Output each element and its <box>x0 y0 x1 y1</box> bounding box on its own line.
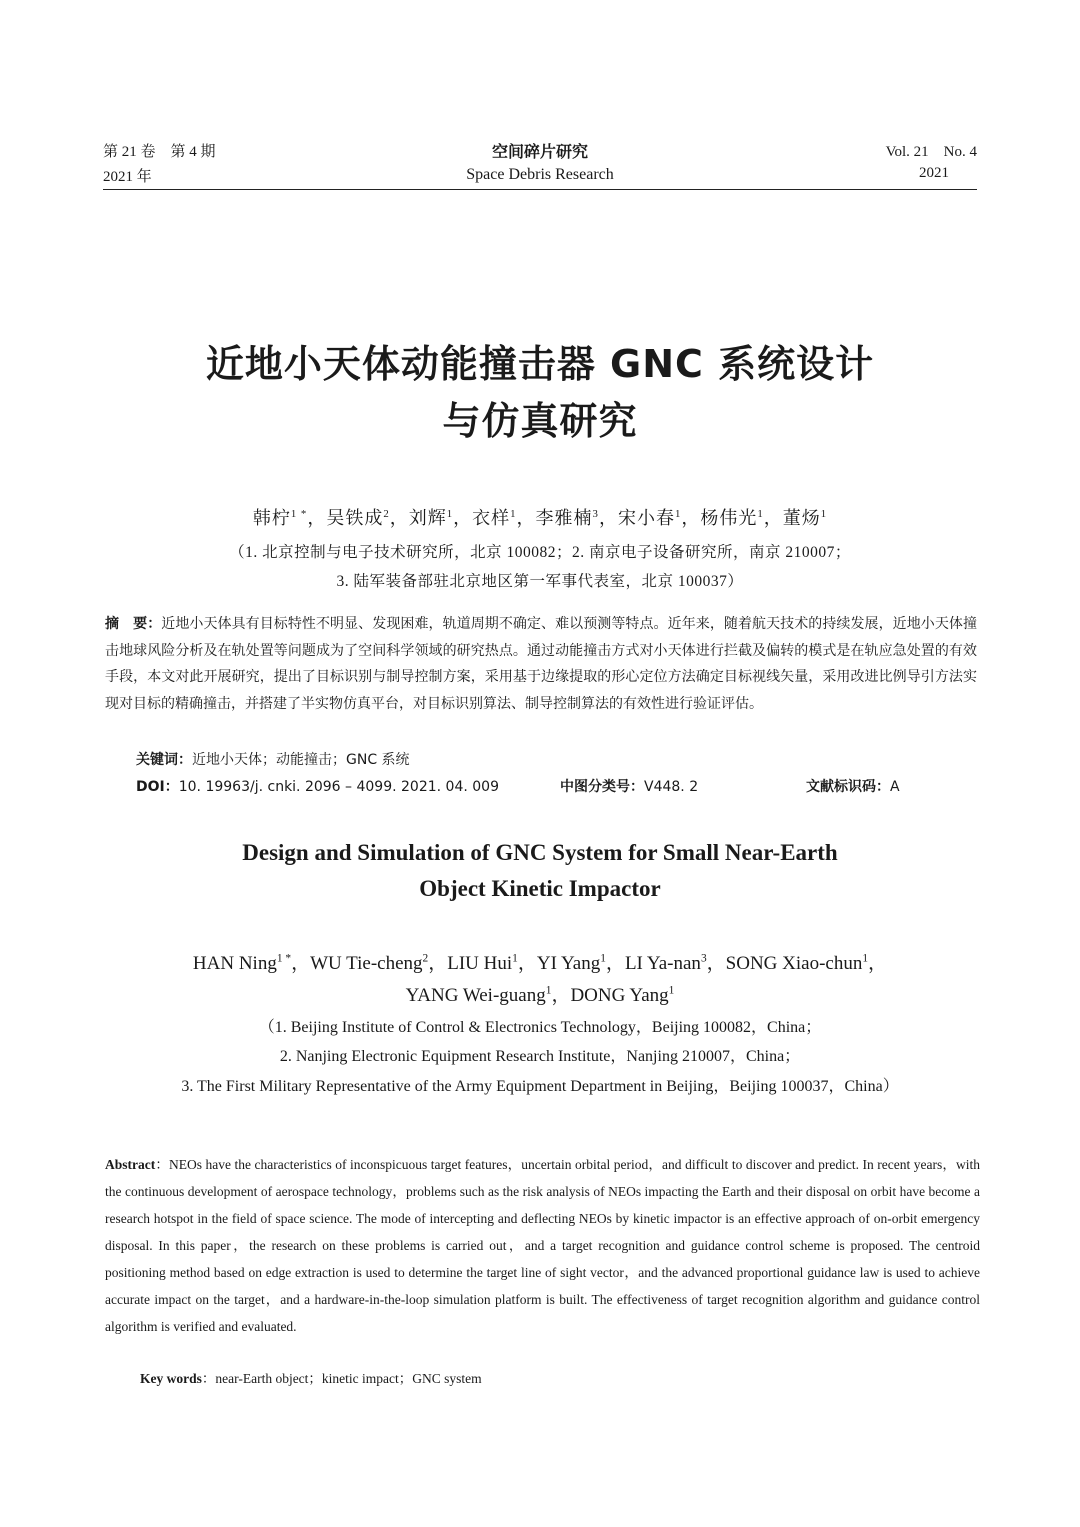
affiliation-en-line-3: 3. The First Military Representative of the Army Equipment Department in Beijing，Beijing 100037，China） <box>181 1078 899 1095</box>
author-name: 宋小春 <box>617 508 675 528</box>
doi-value: 10. 19963/j. cnki. 2096 – 4099. 2021. 04. 009 <box>178 779 499 795</box>
author-name: LIU Hui <box>447 953 513 974</box>
author-name: LI Ya-nan <box>624 953 701 974</box>
author <box>253 508 308 528</box>
author <box>472 508 516 528</box>
author <box>783 508 827 528</box>
author <box>537 953 606 974</box>
author-affiliation-marker: 1 <box>510 508 517 520</box>
title-cn-line-1: 近地小天体动能撞击器 GNC 系统设计 <box>205 342 875 386</box>
author <box>570 985 674 1006</box>
author-affiliation-marker: 1 <box>446 508 454 520</box>
affiliation-en-line-2: 2. Nanjing Electronic Equipment Research Institute，Nanjing 210007，China； <box>279 1048 801 1065</box>
author <box>406 985 552 1006</box>
author-affiliation-marker: 1 <box>757 508 764 520</box>
author-affiliation-marker: 1 <box>668 984 675 997</box>
journal-name-en: Space Debris Research <box>466 166 614 183</box>
author-name: HAN Ning <box>192 953 277 974</box>
author <box>447 953 518 974</box>
author-affiliation-marker: 3 <box>700 952 707 965</box>
authors-cn: 韩柠$^{1 *}$，吴铁成$^2$，刘辉$^1$，衣样$^1$，李雅楠$^3$，宋小春$^1$，杨伟光$^1$，董炀$^1$ <box>252 508 828 528</box>
author <box>700 508 763 528</box>
title-cn-line-2: 与仿真研究 <box>442 399 638 443</box>
abstract-cn <box>105 611 977 717</box>
author-name: 杨伟光 <box>700 508 758 528</box>
abstract-cn-text: 近地小天体具有目标特性不明显、发现困难，轨道周期不确定、难以预测等特点。近年来，随着航天技术的持续发展，近地小天体撞击地球风险分析及在轨处置等问题成为了空间科学领域的研究热点。通过动能撞击方式对小天体进行拦截及偏转的模式是在轨应急处置的有效手段，本文对此开展研究，提出了目标识别与制导控制方案，采用基于边缘提取的形心定位方法确定目标视线矢量，采用改进比例导引方法实现对目标的精确撞击，并搭建了半实物仿真平台，对目标识别算法、制导控制算法的有效性进行验证评估。 <box>105 616 977 712</box>
author <box>726 953 868 974</box>
author <box>409 508 453 528</box>
volume-issue-en: Vol. 21 No. 4 <box>885 144 977 160</box>
title-en-line-2: Object Kinetic Impactor <box>419 876 661 901</box>
volume-issue-cn: 第 21 卷 第 4 期 <box>103 144 216 160</box>
author-name: 衣样 <box>472 508 511 528</box>
author-name: 韩柠 <box>252 508 291 528</box>
author-name: WU Tie-cheng <box>310 953 423 974</box>
author-affiliation-marker: 1 <box>512 952 518 965</box>
author-name: SONG Xiao-chun <box>725 953 863 974</box>
document-code-value: A <box>890 779 900 795</box>
affiliation-cn-line-2: 3. 陆军装备部驻北京地区第一军事代表室，北京 100037） <box>336 573 744 590</box>
author-affiliation-marker: 1 * <box>276 952 292 965</box>
author <box>625 953 707 974</box>
author-affiliation-marker: 1 * <box>290 508 308 520</box>
document-code-label: 文献标识码： <box>806 779 890 795</box>
author-name: 吴铁成 <box>326 508 384 528</box>
header-rule <box>103 189 977 190</box>
clc-value: V448. 2 <box>644 779 699 795</box>
authors-en-line-1: HAN Ning$^{1 *}$，WU Tie-cheng$^2$，LIU Hui$^1$，YI Yang$^1$，LI Ya-nan$^3$，SONG Xiao-chun$^1$， <box>192 952 888 974</box>
abstract-en-label: Abstract <box>105 1157 156 1172</box>
author-affiliation-marker: 1 <box>674 508 682 520</box>
keywords-cn-text: 近地小天体；动能撞击；GNC 系统 <box>192 752 410 768</box>
authors-en-line-2: YANG Wei-guang$^1$，DONG Yang$^1$ <box>405 984 675 1006</box>
doi-label: DOI： <box>136 779 179 795</box>
author-name: 董炀 <box>782 508 821 528</box>
author-name: 李雅楠 <box>535 508 593 528</box>
abstract-en <box>105 1151 980 1340</box>
keywords-en <box>140 1367 482 1387</box>
author <box>310 953 428 974</box>
author-affiliation-marker: 1 <box>545 984 552 997</box>
author <box>326 508 389 528</box>
author-affiliation-marker: 2 <box>422 952 429 965</box>
keywords-cn-label: 关键词： <box>136 752 192 768</box>
author-affiliation-marker: 1 <box>600 952 606 965</box>
affiliation-cn-line-1: （1. 北京控制与电子技术研究所，北京 100082；2. 南京电子设备研究所，南京 210007； <box>229 544 851 561</box>
keywords-cn <box>136 749 410 769</box>
keywords-en-label: Key words <box>140 1371 202 1386</box>
clc-number <box>560 776 698 796</box>
clc-label: 中图分类号： <box>560 779 644 795</box>
author-name: 刘辉 <box>408 508 447 528</box>
doi <box>136 776 499 796</box>
keywords-en-text: ：near-Earth object；kinetic impact；GNC system <box>201 1371 482 1386</box>
author <box>618 508 681 528</box>
author-affiliation-marker: 1 <box>820 508 828 520</box>
author-name: YI Yang <box>536 953 601 974</box>
author <box>193 953 291 974</box>
year-cn: 2021 年 <box>103 169 152 185</box>
title-en-line-1: Design and Simulation of GNC System for Small Near-Earth <box>242 840 838 865</box>
document-code <box>806 776 900 796</box>
author-name: YANG Wei-guang <box>405 985 546 1006</box>
affiliation-en-line-1: （1. Beijing Institute of Control & Electronics Technology，Beijing 100082，China； <box>258 1019 822 1036</box>
year-en: 2021 <box>919 165 949 181</box>
author-name: DONG Yang <box>570 985 669 1006</box>
abstract-en-text: ：NEOs have the characteristics of inconspicuous target features，uncertain orbital period，and difficult to discover and predict. In recent years，with the continuous development of aerospace technology，problems such as the risk analysis of NEOs impacting the Earth and their disposal on orbit have become a research hotspot in the field of space science. The mode of intercepting and deflecting NEOs by kinetic impactor is an effective approach of on-orbit emergency disposal. In this paper，the research on these problems is carried out，and a target recognition and guidance control scheme is proposed. The centroid positioning method based on edge extraction is used to determine the target line of sight vector，and the advanced proportional guidance law is used to achieve accurate impact on the target，and a hardware-in-the-loop simulation platform is built. The effectiveness of target recognition algorithm and guidance control algorithm is verified and evaluated. <box>105 1157 980 1334</box>
abstract-cn-label: 摘 要： <box>105 616 162 632</box>
journal-name-cn: 空间碎片研究 <box>491 142 588 161</box>
author-affiliation-marker: 3 <box>592 508 599 520</box>
author-affiliation-marker: 2 <box>383 508 390 520</box>
author-affiliation-marker: 1 <box>862 952 869 965</box>
author <box>536 508 599 528</box>
